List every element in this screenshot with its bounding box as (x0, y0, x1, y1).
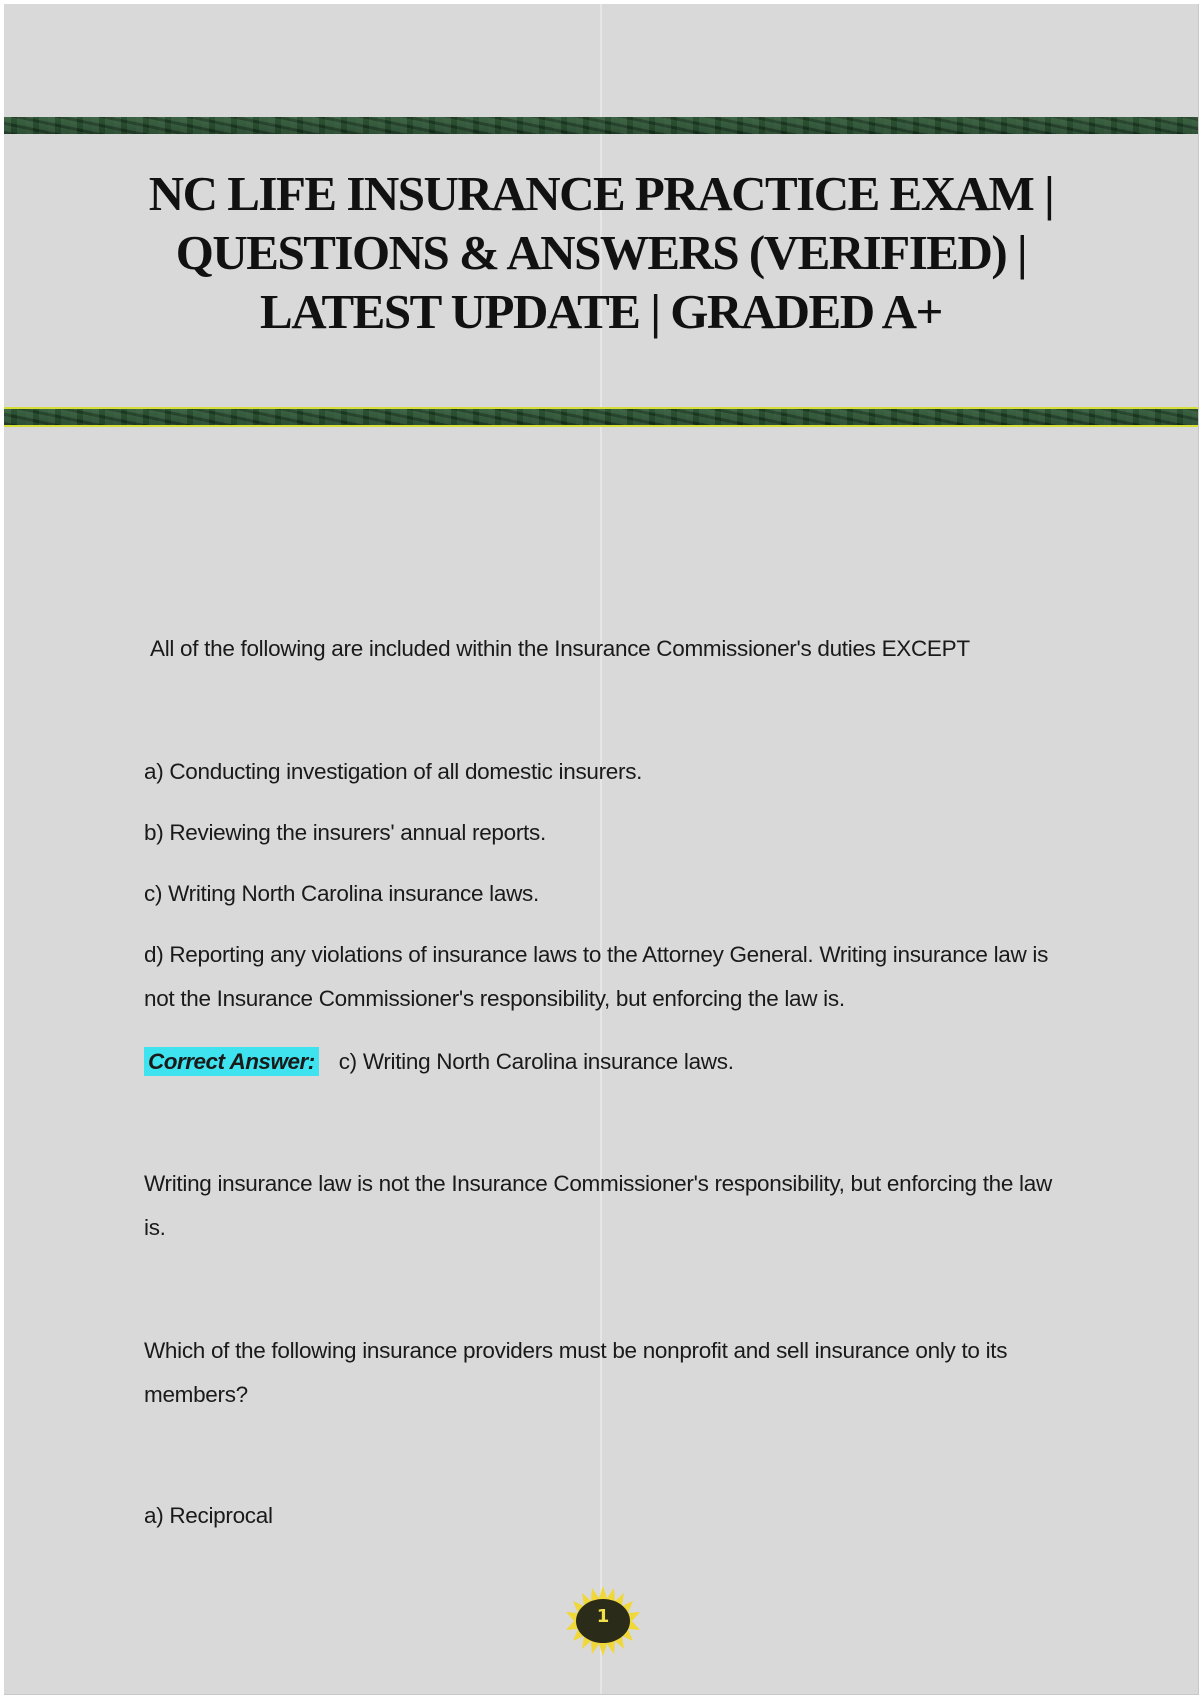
title-line-1: NC LIFE INSURANCE PRACTICE EXAM | (148, 166, 1054, 221)
question-2-text: Which of the following insurance providers must be nonprofit and sell insurance only to its members? (144, 1338, 1008, 1407)
question-1-option-c: c) Writing North Carolina insurance laws. (144, 881, 539, 906)
title-line-2: QUESTIONS & ANSWERS (VERIFIED) | (175, 225, 1027, 280)
question-1-text: All of the following are included within the Insurance Commissioner's duties EXCEPT (150, 636, 970, 661)
page-number: 1 (596, 1606, 610, 1627)
title-line-3: LATEST UPDATE | GRADED A+ (260, 284, 942, 339)
question-1-option-b: b) Reviewing the insurers' annual reports. (144, 820, 546, 845)
correct-answer-text: c) Writing North Carolina insurance laws. (338, 1049, 734, 1074)
question-1-explanation: Writing insurance law is not the Insurance Commissioner's responsibility, but enforcing the law is. (144, 1171, 1052, 1240)
correct-answer-label: Correct Answer: (144, 1047, 319, 1076)
document-title (104, 164, 1098, 341)
question-2-option-a: a) Reciprocal (144, 1503, 273, 1528)
question-1-option-a: a) Conducting investigation of all domestic insurers. (144, 759, 643, 784)
document-page (4, 4, 1199, 1695)
header-band-top (4, 117, 1198, 134)
question-1-option-d: d) Reporting any violations of insurance laws to the Attorney General. Writing insurance law is not the Insurance Commissioner's responsibility, but enforcing the law is. (144, 942, 1049, 1011)
page-number-seal (556, 1584, 650, 1658)
header-band-bottom (4, 407, 1198, 427)
question-1-answer (144, 1040, 734, 1084)
